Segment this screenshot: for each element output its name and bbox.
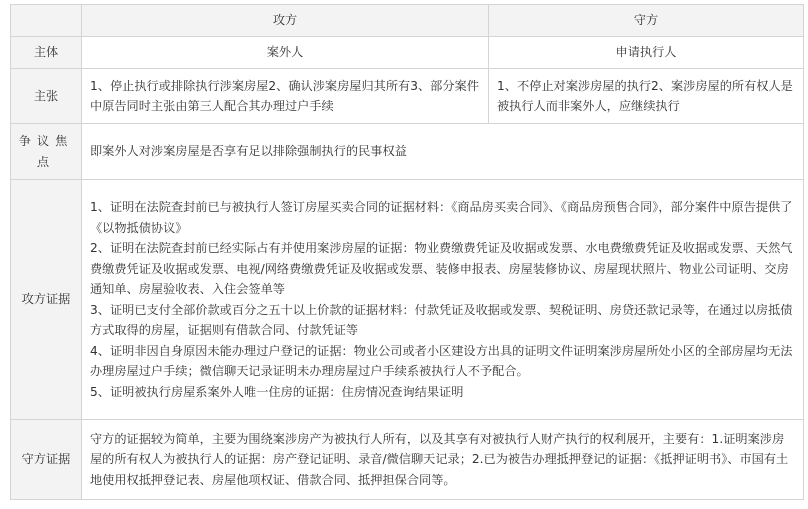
- evidence-item: 5、证明被执行房屋系案外人唯一住房的证据：住房情况查询结果证明: [90, 384, 464, 399]
- defense-evidence-text: 守方的证据较为简单，主要为围绕案涉房产为被执行人所有，以及其享有对被执行人财产执行的权利展开，主要有：1.证明案涉房屋的所有权人为被执行人的证据：房产登记证明、录音/微信聊天记录；2.已为被告办理抵押登记的证据：《抵押证明书》、市国有土地使用权抵押登记表、房屋他项权证、借款合同、抵押担保合同等。: [82, 420, 804, 500]
- defense-header: 守方: [489, 5, 804, 37]
- focus-label: 争议焦点: [11, 124, 82, 180]
- claims-row: [11, 69, 804, 124]
- evidence-item: 4、证明非因自身原因未能办理过户登记的证据：物业公司或者小区建设方出具的证明文件证明案涉房屋所处小区的全部房屋均无法办理房屋过户手续；微信聊天记录证明未办理房屋过户手续系被执行人不予配合。: [90, 343, 793, 378]
- defense-claims: 1、不停止对案涉房屋的执行2、案涉房屋的所有权人是被执行人而非案外人，应继续执行: [489, 69, 804, 124]
- attack-claims: 1、停止执行或排除执行涉案房屋2、确认涉案房屋归其所有3、部分案件中原告同时主张由第三人配合其办理过户手续: [82, 69, 489, 124]
- focus-text: 即案外人对涉案房屋是否享有足以排除强制执行的民事权益: [82, 124, 804, 180]
- subject-row: [11, 37, 804, 69]
- evidence-item: 1、证明在法院查封前已与被执行人签订房屋买卖合同的证据材料：《商品房买卖合同》、《商品房预售合同》，部分案件中原告提供了《以物抵债协议》: [90, 200, 793, 235]
- header-corner-cell: [11, 5, 82, 37]
- attack-subject: 案外人: [82, 37, 489, 69]
- focus-row: [11, 124, 804, 180]
- subject-label: 主体: [11, 37, 82, 69]
- attack-header: 攻方: [82, 5, 489, 37]
- attack-evidence-list: [82, 180, 804, 420]
- evidence-item: 2、证明在法院查封前已经实际占有并使用案涉房屋的证据：物业费缴费凭证及收据或发票、水电费缴费凭证及收据或发票、天然气费缴费凭证及收据或发票、电视/网络费缴费凭证及收据或发票、装修申报表、房屋装修协议、房屋现状照片、物业公司证明、交房通知单、房屋验收表、入住会签单等: [90, 241, 793, 296]
- attack-evidence-label: 攻方证据: [11, 180, 82, 420]
- attack-evidence-row: [11, 180, 804, 420]
- defense-evidence-label: 守方证据: [11, 420, 82, 500]
- evidence-item: 3、证明已支付全部价款或百分之五十以上价款的证据材料：付款凭证及收据或发票、契税证明、房贷还款记录等，在通过以房抵债方式取得的房屋，证据则有借款合同、付款凭证等: [90, 302, 793, 337]
- header-row: [11, 5, 804, 37]
- claims-label: 主张: [11, 69, 82, 124]
- dispute-table: [10, 4, 804, 500]
- defense-subject: 申请执行人: [489, 37, 804, 69]
- defense-evidence-row: [11, 420, 804, 500]
